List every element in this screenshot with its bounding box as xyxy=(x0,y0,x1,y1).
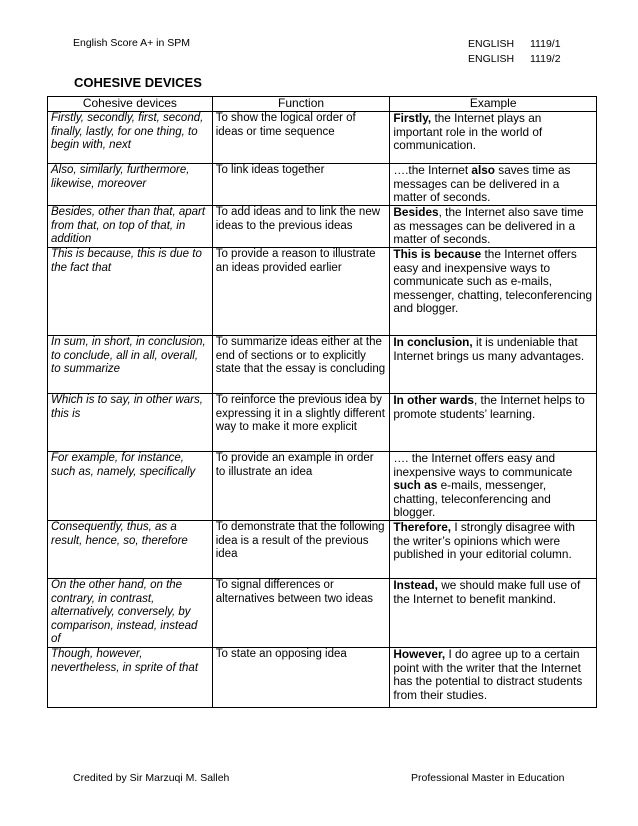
example-text: I strongly disagree with the writer’s opinions which were published in your editorial column. xyxy=(393,519,575,562)
column-header-function: Function xyxy=(212,97,390,112)
example-bold-text: In conclusion, xyxy=(393,335,473,349)
example-cell xyxy=(390,206,597,248)
example-text: saves time as messages can be delivered in a matter of seconds. xyxy=(393,163,571,205)
example-text: the Internet offers easy and inexpensive ways to communicate such as e-mails, messenger, chatting, teleconferencing and blogger. xyxy=(393,247,593,316)
device-cell: Though, however, nevertheless, in sprite of that xyxy=(48,647,213,707)
example-text: the Internet plays an important role in the world of communication. xyxy=(393,111,543,153)
function-cell: To state an opposing idea xyxy=(212,647,390,707)
function-cell: To demonstrate that the following idea is a result of the previous idea xyxy=(212,520,390,578)
device-cell: Firstly, secondly, first, second, finally, lastly, for one thing, to begin with, next xyxy=(48,112,213,164)
example-cell xyxy=(390,336,597,394)
example-cell xyxy=(390,112,597,164)
header-right-row xyxy=(468,37,561,52)
example-bold-text: such as xyxy=(393,478,438,493)
example-text: …. the Internet offers easy and inexpensive ways to communicate xyxy=(393,451,573,479)
example-bold-text: Besides xyxy=(393,205,439,219)
example-bold-text: However, xyxy=(393,646,446,661)
device-cell: Consequently, thus, as a result, hence, so, therefore xyxy=(48,520,213,578)
example-cell xyxy=(390,248,597,336)
example-text: , the Internet helps to promote students’ learning. xyxy=(393,393,585,421)
cohesive-devices-table xyxy=(47,96,597,708)
example-text: I do agree up to a certain point with the writer that the Internet has the potential to distract students from their studies. xyxy=(393,646,583,702)
example-text: , the Internet also save time as messages can be delivered in a matter of seconds. xyxy=(393,205,584,247)
header-left: English Score A+ in SPM xyxy=(73,37,191,49)
footer-credit: Credited by Sir Marzuqi M. Salleh xyxy=(73,772,230,784)
example-cell xyxy=(390,394,597,452)
example-cell xyxy=(390,520,597,578)
table-row xyxy=(48,578,597,647)
example-bold-text: In other wards xyxy=(393,393,474,407)
example-bold-text: This is because xyxy=(393,247,482,261)
example-bold-text: Firstly, xyxy=(393,111,432,125)
table-row xyxy=(48,206,597,248)
device-cell: For example, for instance, such as, namely, specifically xyxy=(48,452,213,521)
column-header-devices: Cohesive devices xyxy=(48,97,213,112)
device-cell: This is because, this is due to the fact that xyxy=(48,248,213,336)
function-cell: To provide a reason to illustrate an ideas provided earlier xyxy=(212,248,390,336)
table-row xyxy=(48,112,597,164)
header-subject: ENGLISH xyxy=(468,38,515,50)
example-cell xyxy=(390,578,597,647)
table-row xyxy=(48,336,597,394)
page-title: COHESIVE DEVICES xyxy=(74,75,202,90)
example-cell xyxy=(390,647,597,707)
table-row xyxy=(48,452,597,521)
example-text: we should make full use of the Internet to benefit mankind. xyxy=(393,577,581,606)
function-cell: To signal differences or alternatives between two ideas xyxy=(212,578,390,647)
header-right xyxy=(468,37,561,67)
header-code: 1119/2 xyxy=(530,53,561,65)
device-cell: Also, similarly, furthermore, likewise, moreover xyxy=(48,164,213,206)
device-cell: Besides, other than that, apart from that, on top of that, in addition xyxy=(48,206,213,248)
example-text: e-mails, messenger, chatting, teleconferencing and blogger. xyxy=(393,478,551,520)
example-bold-text: Therefore, xyxy=(393,519,452,534)
footer-title: Professional Master in Education xyxy=(411,772,565,784)
function-cell: To provide an example in order to illustrate an idea xyxy=(212,452,390,521)
device-cell: Which is to say, in other wars, this is xyxy=(48,394,213,452)
column-header-example: Example xyxy=(390,97,597,112)
function-cell: To show the logical order of ideas or time sequence xyxy=(212,112,390,164)
device-cell: In sum, in short, in conclusion, to conclude, all in all, overall, to summarize xyxy=(48,336,213,394)
table-row xyxy=(48,394,597,452)
table-row xyxy=(48,164,597,206)
header-right-row xyxy=(468,52,561,67)
device-cell: On the other hand, on the contrary, in contrast, alternatively, conversely, by comparison, instead, instead of xyxy=(48,578,213,647)
function-cell: To add ideas and to link the new ideas to the previous ideas xyxy=(212,206,390,248)
example-text: ….the Internet xyxy=(393,163,472,177)
function-cell: To reinforce the previous idea by expressing it in a slightly different way to make it more explicit xyxy=(212,394,390,452)
table-row xyxy=(48,647,597,707)
table-row xyxy=(48,520,597,578)
function-cell: To summarize ideas either at the end of sections or to explicitly state that the essay is concluding xyxy=(212,336,390,394)
header-subject: ENGLISH xyxy=(468,53,515,65)
example-bold-text: also xyxy=(471,163,496,177)
header-code: 1119/1 xyxy=(530,38,561,50)
function-cell: To link ideas together xyxy=(212,164,390,206)
example-cell xyxy=(390,164,597,206)
table-header-row xyxy=(48,97,597,112)
example-cell xyxy=(390,452,597,521)
example-bold-text: Instead, xyxy=(393,577,438,592)
example-text: it is undeniable that Internet brings us many advantages. xyxy=(393,335,585,363)
table-row xyxy=(48,248,597,336)
